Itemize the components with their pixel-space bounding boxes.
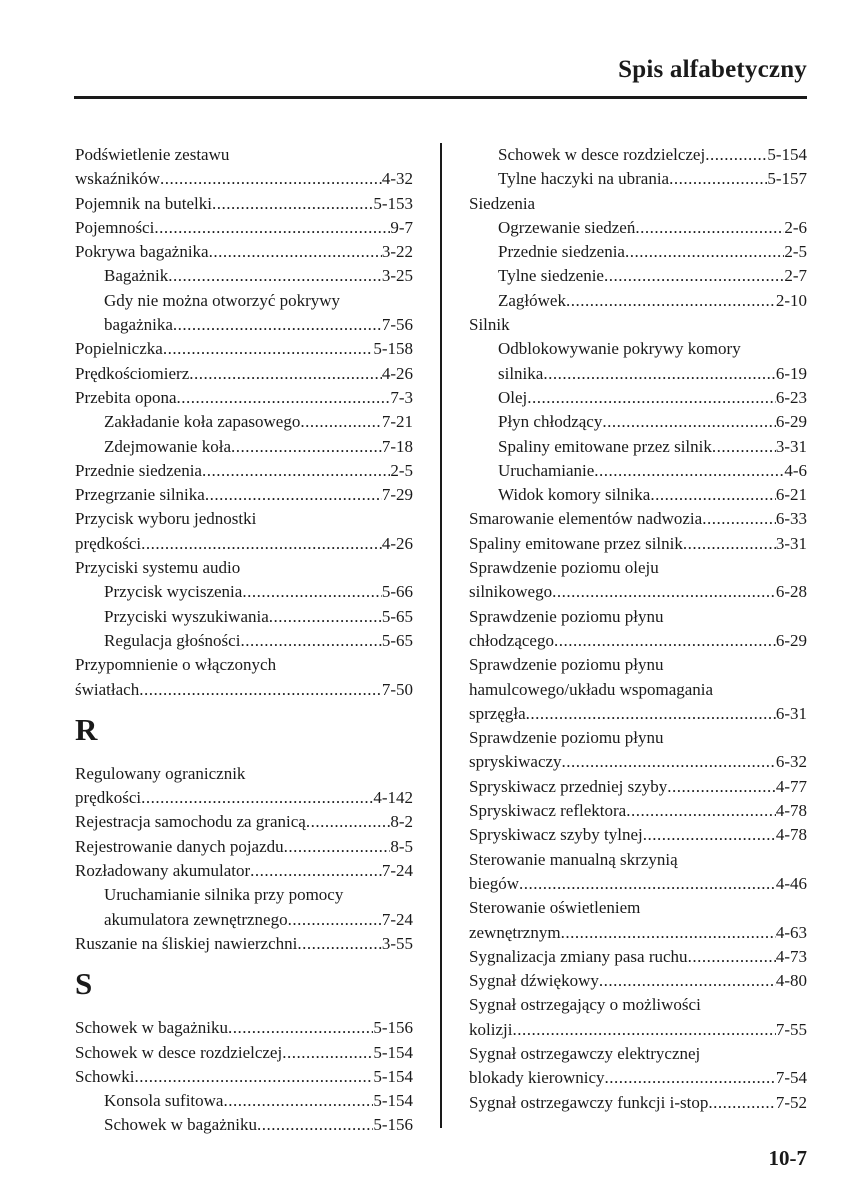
- dot-leader: [566, 289, 776, 313]
- index-entry-page: 9-7: [390, 217, 413, 237]
- index-entry-text: Spaliny emitowane przez silnik: [498, 436, 712, 456]
- index-entry: [469, 678, 807, 702]
- index-entry-page: 4-80: [775, 971, 807, 991]
- dot-leader: [688, 945, 776, 969]
- dot-leader: [512, 1018, 775, 1042]
- index-entry-text: Pojemnik na butelki: [75, 193, 212, 213]
- header-rule: [74, 96, 807, 99]
- index-entry-page: 5-154: [373, 1091, 413, 1111]
- index-entry: [75, 532, 413, 556]
- index-entry: [469, 945, 807, 969]
- index-entry-page: 7-29: [381, 485, 413, 505]
- index-entry-page: 4-63: [775, 922, 807, 942]
- index-entry-text: Schowek w desce rozdzielczej: [498, 145, 706, 164]
- dot-leader: [594, 459, 784, 483]
- index-entry: [469, 1018, 807, 1042]
- index-entry-text: Sprawdzenie poziomu płynu: [469, 655, 664, 675]
- index-entry-text: chłodzącego: [469, 630, 554, 650]
- index-entry-text: Siedzenia: [469, 193, 536, 213]
- index-entry-text: biegów: [469, 873, 520, 893]
- dot-leader: [527, 386, 776, 410]
- index-entry: [75, 362, 413, 386]
- dot-leader: [554, 629, 776, 653]
- index-entry-text: Tylne siedzenie: [498, 266, 604, 286]
- index-entry-page: 2-6: [784, 217, 807, 237]
- dot-leader: [297, 932, 381, 956]
- index-entry-text: światłach: [75, 679, 140, 699]
- index-entry-text: Sygnał ostrzegający o możliwości: [469, 995, 701, 1015]
- index-entry-page: 5-158: [373, 339, 413, 359]
- index-entry-page: 5-156: [373, 1115, 413, 1135]
- index-entry: [75, 507, 413, 531]
- index-entry-page: 2-10: [775, 290, 807, 310]
- index-entry: [469, 750, 807, 774]
- dot-leader: [602, 410, 775, 434]
- index-entry-text: Uruchamianie silnika przy pomocy: [104, 885, 344, 905]
- index-entry-text: Sygnał ostrzegawczy funkcji i-stop: [469, 1092, 709, 1112]
- index-entry-text: Schowek w desce rozdzielczej: [75, 1042, 283, 1062]
- index-entry-text: Uruchamianie: [498, 460, 595, 480]
- index-entry-page: 3-31: [775, 533, 807, 553]
- index-entry: [469, 556, 807, 580]
- index-entry-text: Spryskiwacz szyby tylnej: [469, 825, 643, 845]
- index-entry: [75, 810, 413, 834]
- index-entry-page: 3-22: [381, 242, 413, 262]
- dot-leader: [562, 750, 776, 774]
- index-entry-page: 6-23: [775, 387, 807, 407]
- index-entry-text: Przebita opona: [75, 387, 177, 407]
- index-entry: [469, 969, 807, 993]
- index-entry-text: Regulacja głośności: [104, 630, 241, 650]
- index-entry: [75, 483, 413, 507]
- dot-leader: [552, 580, 776, 604]
- index-entry: [75, 459, 413, 483]
- dot-leader: [708, 1091, 775, 1115]
- index-entry-text: Schowki: [75, 1066, 135, 1086]
- index-entry-text: akumulatora zewnętrznego: [104, 909, 288, 929]
- dot-leader: [228, 1016, 373, 1040]
- index-entry-page: 6-21: [775, 485, 807, 505]
- index-entry: [75, 337, 413, 361]
- index-entry-text: prędkości: [75, 788, 142, 808]
- index-section-letter: R: [75, 711, 98, 747]
- index-column-right: [469, 143, 807, 1115]
- dot-leader: [625, 240, 784, 264]
- index-entry-text: Przyciski wyszukiwania: [104, 606, 269, 626]
- index-entry-page: 5-157: [767, 169, 807, 189]
- index-entry-page: 5-66: [381, 582, 413, 602]
- index-entry-page: 7-3: [390, 387, 413, 407]
- index-entry-page: 7-56: [381, 315, 413, 335]
- dot-leader: [543, 362, 775, 386]
- index-entry: [469, 605, 807, 629]
- index-entry-page: 3-31: [775, 436, 807, 456]
- index-entry-text: Płyn chłodzący: [498, 412, 603, 432]
- index-entry-page: 4-142: [373, 788, 413, 808]
- index-entry-text: Zagłówek: [498, 290, 566, 310]
- index-subentry: [75, 883, 413, 907]
- index-entry-page: 4-32: [381, 169, 413, 189]
- index-entry: [75, 932, 413, 956]
- index-entry-page: 7-50: [381, 679, 413, 699]
- index-entry: [75, 835, 413, 859]
- index-subentry: [469, 386, 807, 410]
- index-entry-text: Popielniczka: [75, 339, 163, 359]
- dot-leader: [626, 799, 776, 823]
- index-subentry: [75, 435, 413, 459]
- dot-leader: [202, 459, 390, 483]
- index-entry: [469, 653, 807, 677]
- index-subentry: [469, 289, 807, 313]
- index-entry: [469, 629, 807, 653]
- index-entry-text: bagażnika: [104, 315, 173, 335]
- index-entry-text: Ruszanie na śliskiej nawierzchni: [75, 933, 298, 953]
- index-entry: [75, 859, 413, 883]
- dot-leader: [135, 1065, 374, 1089]
- index-entry-text: silnikowego: [469, 582, 553, 602]
- index-entry: [469, 775, 807, 799]
- index-subentry: [469, 410, 807, 434]
- dot-leader: [705, 143, 767, 167]
- index-entry-page: 2-5: [390, 460, 413, 480]
- index-entry-page: 3-25: [381, 266, 413, 286]
- index-subentry: [469, 435, 807, 459]
- dot-leader: [683, 532, 776, 556]
- index-entry-text: Bagażnik: [104, 266, 169, 286]
- index-entry-text: Schowek w bagażniku: [104, 1115, 257, 1135]
- index-subentry: [469, 362, 807, 386]
- index-entry-text: Pokrywa bagażnika: [75, 242, 209, 262]
- index-entry-page: 2-7: [784, 266, 807, 286]
- index-entry-page: 5-65: [381, 630, 413, 650]
- index-entry-text: Odblokowywanie pokrywy komory: [498, 339, 741, 359]
- index-subentry: [75, 1089, 413, 1113]
- index-entry-text: Sygnał dźwiękowy: [469, 971, 599, 991]
- index-entry-page: 7-18: [381, 436, 413, 456]
- index-entry-page: 4-77: [775, 776, 807, 796]
- dot-leader: [288, 908, 382, 932]
- index-entry-page: 4-6: [784, 460, 807, 480]
- index-entry-page: 8-2: [390, 812, 413, 832]
- dot-leader: [604, 264, 784, 288]
- index-subentry: [469, 143, 807, 167]
- index-entry: [469, 702, 807, 726]
- index-subentry: [75, 313, 413, 337]
- index-entry-page: 4-26: [381, 533, 413, 553]
- index-entry-text: Sygnalizacja zmiany pasa ruchu: [469, 946, 688, 966]
- dot-leader: [177, 386, 391, 410]
- dot-leader: [635, 216, 784, 240]
- index-entry-page: 7-24: [381, 909, 413, 929]
- index-entry: [469, 192, 807, 216]
- index-entry-text: Sterowanie manualną skrzynią: [469, 849, 678, 869]
- index-entry-text: Schowek w bagażniku: [75, 1018, 228, 1038]
- dot-leader: [209, 240, 382, 264]
- index-entry: [469, 993, 807, 1017]
- index-entry-page: 7-21: [381, 412, 413, 432]
- index-entry-text: Sprawdzenie poziomu płynu: [469, 606, 664, 626]
- index-entry-text: Regulowany ogranicznik: [75, 763, 246, 783]
- index-entry: [75, 1016, 413, 1040]
- dot-leader: [282, 1041, 373, 1065]
- index-entry: [75, 1065, 413, 1089]
- index-entry-text: Podświetlenie zestawu: [75, 145, 230, 164]
- dot-leader: [306, 810, 391, 834]
- dot-leader: [269, 605, 382, 629]
- index-entry-text: Sprawdzenie poziomu płynu: [469, 728, 664, 748]
- index-entry: [75, 167, 413, 191]
- index-entry-text: Prędkościomierz: [75, 363, 190, 383]
- index-entry-text: Rejestrowanie danych pojazdu: [75, 836, 284, 856]
- index-entry-page: 6-33: [775, 509, 807, 529]
- index-entry-text: Rejestracja samochodu za granicą: [75, 812, 306, 832]
- index-subentry: [469, 459, 807, 483]
- index-entry-page: 4-78: [775, 801, 807, 821]
- index-entry-page: 5-154: [373, 1042, 413, 1062]
- index-entry: [75, 192, 413, 216]
- index-subentry: [469, 167, 807, 191]
- index-entry-text: Rozładowany akumulator: [75, 861, 251, 881]
- index-entry-text: Przegrzanie silnika: [75, 485, 205, 505]
- index-entry: [75, 556, 413, 580]
- index-entry-text: wskaźników: [75, 169, 160, 189]
- index-entry-page: 6-29: [775, 412, 807, 432]
- index-subentry: [75, 289, 413, 313]
- page-header-title: Spis alfabetyczny: [618, 56, 807, 83]
- index-entry: [469, 313, 807, 337]
- index-subentry: [469, 264, 807, 288]
- index-entry: [469, 726, 807, 750]
- index-entry-text: Silnik: [469, 315, 510, 335]
- index-entry: [469, 848, 807, 872]
- index-subentry: [469, 483, 807, 507]
- index-entry: [469, 1042, 807, 1066]
- index-entry-page: 4-46: [775, 873, 807, 893]
- index-entry-text: Przycisk wyboru jednostki: [75, 509, 257, 529]
- dot-leader: [669, 167, 767, 191]
- page-number: 10-7: [768, 1146, 807, 1170]
- index-entry: [75, 786, 413, 810]
- index-entry-page: 4-26: [381, 363, 413, 383]
- index-entry-text: Ogrzewanie siedzeń: [498, 217, 636, 237]
- index-entry-page: 5-65: [381, 606, 413, 626]
- index-entry-text: Gdy nie można otworzyć pokrywy: [104, 290, 341, 310]
- index-entry-text: Sterowanie oświetleniem: [469, 898, 641, 918]
- index-entry-page: 4-78: [775, 825, 807, 845]
- dot-leader: [605, 1066, 776, 1090]
- index-entry-text: Konsola sufitowa: [104, 1091, 224, 1111]
- index-entry-text: Przyciski systemu audio: [75, 558, 241, 578]
- dot-leader: [141, 532, 382, 556]
- index-subentry: [75, 410, 413, 434]
- index-entry: [75, 143, 413, 167]
- index-subentry: [75, 264, 413, 288]
- index-entry-page: 7-55: [775, 1019, 807, 1039]
- dot-leader: [519, 872, 776, 896]
- index-entry-text: Olej: [498, 387, 528, 407]
- index-subentry: [75, 629, 413, 653]
- dot-leader: [240, 629, 381, 653]
- index-entry-page: 5-156: [373, 1018, 413, 1038]
- dot-leader: [257, 1113, 373, 1137]
- dot-leader: [667, 775, 776, 799]
- index-entry-text: Przednie siedzenia: [498, 242, 625, 262]
- dot-leader: [599, 969, 776, 993]
- column-divider: [440, 143, 442, 1128]
- dot-leader: [300, 410, 381, 434]
- dot-leader: [139, 678, 382, 702]
- index-entry-text: Pojemności: [75, 217, 155, 237]
- index-section-letter: S: [75, 966, 93, 1002]
- dot-leader: [168, 264, 382, 288]
- index-entry-text: kolizji: [469, 1019, 513, 1039]
- index-subentry: [75, 1113, 413, 1137]
- index-subentry: [469, 216, 807, 240]
- dot-leader: [160, 167, 382, 191]
- index-entry-text: Zdejmowanie koła: [104, 436, 231, 456]
- index-entry: [469, 921, 807, 945]
- index-entry-text: Spryskiwacz reflektora: [469, 801, 627, 821]
- dot-leader: [223, 1089, 373, 1113]
- index-entry-text: Smarowanie elementów nadwozia: [469, 509, 703, 529]
- index-entry-text: prędkości: [75, 533, 142, 553]
- index-entry-text: Przednie siedzenia: [75, 460, 202, 480]
- index-entry: [469, 580, 807, 604]
- index-entry-text: Sygnał ostrzegawczy elektrycznej: [469, 1043, 701, 1063]
- index-subentry: [75, 580, 413, 604]
- index-entry-text: silnika: [498, 363, 544, 383]
- index-entry-text: hamulcowego/układu wspomagania: [469, 679, 714, 699]
- index-entry: [469, 823, 807, 847]
- index-entry-page: 3-55: [381, 933, 413, 953]
- index-entry-text: Przycisk wyciszenia: [104, 582, 243, 602]
- dot-leader: [141, 786, 373, 810]
- index-subentry: [469, 337, 807, 361]
- dot-leader: [643, 823, 776, 847]
- dot-leader: [526, 702, 776, 726]
- index-entry-text: Zakładanie koła zapasowego: [104, 412, 301, 432]
- index-entry-text: zewnętrznym: [469, 922, 561, 942]
- index-entry-page: 6-19: [775, 363, 807, 383]
- index-entry: [469, 896, 807, 920]
- index-entry-text: sprzęgła: [469, 703, 526, 723]
- dot-leader: [650, 483, 776, 507]
- index-entry-text: Spaliny emitowane przez silnik: [469, 533, 683, 553]
- index-subentry: [75, 908, 413, 932]
- index-entry-page: 5-154: [767, 145, 807, 164]
- index-entry-page: 6-29: [775, 630, 807, 650]
- dot-leader: [205, 483, 382, 507]
- index-entry: [75, 1041, 413, 1065]
- index-entry: [469, 532, 807, 556]
- dot-leader: [284, 835, 391, 859]
- dot-leader: [702, 507, 776, 531]
- dot-leader: [163, 337, 374, 361]
- index-entry: [75, 653, 413, 677]
- index-entry: [469, 507, 807, 531]
- index-entry-text: spryskiwaczy: [469, 752, 562, 772]
- index-subentry: [75, 605, 413, 629]
- index-entry-page: 7-54: [775, 1068, 807, 1088]
- index-entry-page: 5-153: [373, 193, 413, 213]
- dot-leader: [242, 580, 382, 604]
- index-entry: [75, 216, 413, 240]
- index-entry-text: Sprawdzenie poziomu oleju: [469, 558, 659, 578]
- index-entry-text: Tylne haczyki na ubrania: [498, 169, 670, 189]
- index-entry-page: 7-52: [775, 1092, 807, 1112]
- index-entry-page: 4-73: [775, 946, 807, 966]
- index-entry: [75, 762, 413, 786]
- index-entry-page: 8-5: [390, 836, 413, 856]
- index-entry: [469, 799, 807, 823]
- index-entry: [75, 386, 413, 410]
- index-entry-page: 6-32: [775, 752, 807, 772]
- index-column-left: [75, 143, 413, 1138]
- index-entry-text: Przypomnienie o włączonych: [75, 655, 277, 675]
- index-entry: [75, 240, 413, 264]
- dot-leader: [189, 362, 382, 386]
- index-subentry: [469, 240, 807, 264]
- dot-leader: [212, 192, 373, 216]
- dot-leader: [231, 435, 382, 459]
- index-entry-text: Widok komory silnika: [498, 485, 651, 505]
- dot-leader: [561, 921, 776, 945]
- dot-leader: [712, 435, 776, 459]
- index-entry-text: Spryskiwacz przedniej szyby: [469, 776, 668, 796]
- dot-leader: [173, 313, 382, 337]
- index-entry-page: 6-31: [775, 703, 807, 723]
- index-entry-page: 7-24: [381, 861, 413, 881]
- index-entry: [75, 678, 413, 702]
- dot-leader: [250, 859, 382, 883]
- index-entry-page: 2-5: [784, 242, 807, 262]
- index-entry: [469, 1066, 807, 1090]
- index-entry: [469, 1091, 807, 1115]
- index-entry-page: 5-154: [373, 1066, 413, 1086]
- index-entry: [469, 872, 807, 896]
- index-entry-text: blokady kierownicy: [469, 1068, 605, 1088]
- dot-leader: [154, 216, 390, 240]
- index-entry-page: 6-28: [775, 582, 807, 602]
